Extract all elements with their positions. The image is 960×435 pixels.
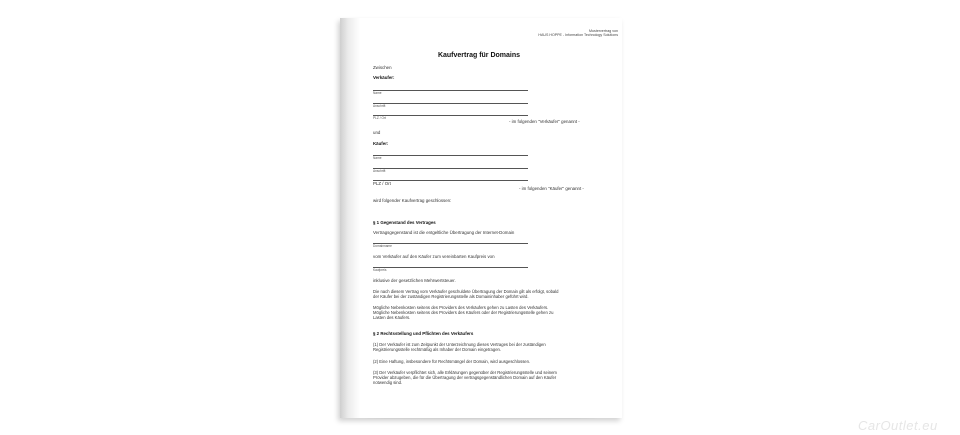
section-1-price-text: vom Verkäufer auf den Käufer zum vereinbarten Kaufpreis von	[373, 254, 495, 259]
seller-zip-line	[373, 115, 528, 116]
buyer-zip-line	[373, 180, 528, 181]
seller-address-label: Anschrift	[373, 104, 386, 108]
paragraph-line: Registrierungsstelle rechtmäßig als Inhaber der Domain eingetragen.	[373, 347, 502, 353]
intro-text: Zwischen	[373, 65, 392, 70]
document-page	[340, 18, 622, 418]
buyer-name-line	[373, 155, 528, 156]
paragraph-line: notwendig sind.	[373, 380, 403, 386]
buyer-zip-label: PLZ / Ort	[373, 181, 391, 186]
document-title: Kaufvertrag für Domains	[437, 52, 521, 59]
section-2-heading: § 2 Rechtsstellung und Pflichten des Verkäufers	[373, 331, 474, 336]
paragraph-line: Lasten des Käufers.	[373, 315, 411, 321]
section-2-paragraph-2	[373, 359, 587, 364]
section-1-costs-paragraph	[373, 305, 587, 321]
buyer-address-line	[373, 168, 528, 169]
paragraph-line: (1) Der Verkäufer ist zum Zeitpunkt der Unterzeichnung dieses Vertrages bei der zuständigen	[373, 342, 546, 347]
watermark: CarOutlet.eu	[858, 418, 938, 433]
section-1-vat: inklusive der gesetzlichen Mehrwertsteuer.	[373, 278, 456, 283]
seller-name-label: Name	[373, 91, 382, 95]
and-text: und	[373, 130, 381, 135]
domain-name-label: Domainname	[373, 244, 392, 248]
section-2-paragraph-1	[373, 342, 587, 352]
domain-name-line	[373, 243, 528, 244]
buyer-name-label: Name	[373, 156, 382, 160]
paragraph-line: Mögliche Nebenkosten seitens des Providers des Käufers oder der Registrierungsstelle gehen zu	[373, 310, 554, 316]
section-1-subject: Vertragsgegenstand ist die entgeltliche Übertragung der Internet-Domain	[373, 230, 515, 235]
seller-zip-label: PLZ / Ort	[373, 116, 386, 120]
buyer-heading: Käufer:	[373, 141, 389, 146]
paragraph-line: (3) Der Verkäufer verpflichtet sich, alle Erklärungen gegenüber der Registrierungsstelle und seinem	[373, 370, 557, 375]
seller-address-line	[373, 103, 528, 104]
paragraph-line: Provider abzugeben, die für die Übertragung der vertragsgegenständlichen Domain auf den Käufer	[373, 375, 557, 381]
price-label: Kaufpreis	[373, 268, 387, 272]
section-2-paragraph-3	[373, 370, 587, 386]
section-1-heading: § 1 Gegenstand des Vertrages	[373, 220, 436, 225]
header-line-2: HAUS HOPPE - Information Technology Solutions	[538, 33, 618, 37]
paragraph-line: der Käufer bei der zuständigen Registrierungsstelle als Domaininhaber geführt wird.	[373, 294, 529, 300]
seller-designation: - im folgenden "Verkäufer" genannt -	[509, 119, 580, 124]
page-binding-fold	[340, 18, 360, 418]
paragraph-line: (2) Eine Haftung, insbesondere für Rechtsmängel der Domain, wird ausgeschlossen.	[373, 359, 531, 364]
concluded-text: wird folgender Kaufvertrag geschlossen:	[373, 198, 452, 203]
buyer-address-label: Anschrift	[373, 169, 386, 173]
price-line	[373, 267, 528, 268]
paragraph-line: Die nach diesem Vertrag vom Verkäufer geschuldete Übertragung der Domain gilt als erfolgt, sobald	[373, 289, 559, 294]
paragraph-line: Mögliche Nebenkosten seitens des Providers des Verkäufers gehen zu Lasten des Verkäufers.	[373, 305, 549, 310]
buyer-designation: - im folgenden "Käufer" genannt -	[519, 186, 584, 191]
seller-name-line	[373, 90, 528, 91]
section-1-transfer-paragraph	[373, 289, 587, 299]
header-line-1: Mustervertrag von	[589, 29, 618, 33]
seller-heading: Verkäufer:	[373, 75, 395, 80]
